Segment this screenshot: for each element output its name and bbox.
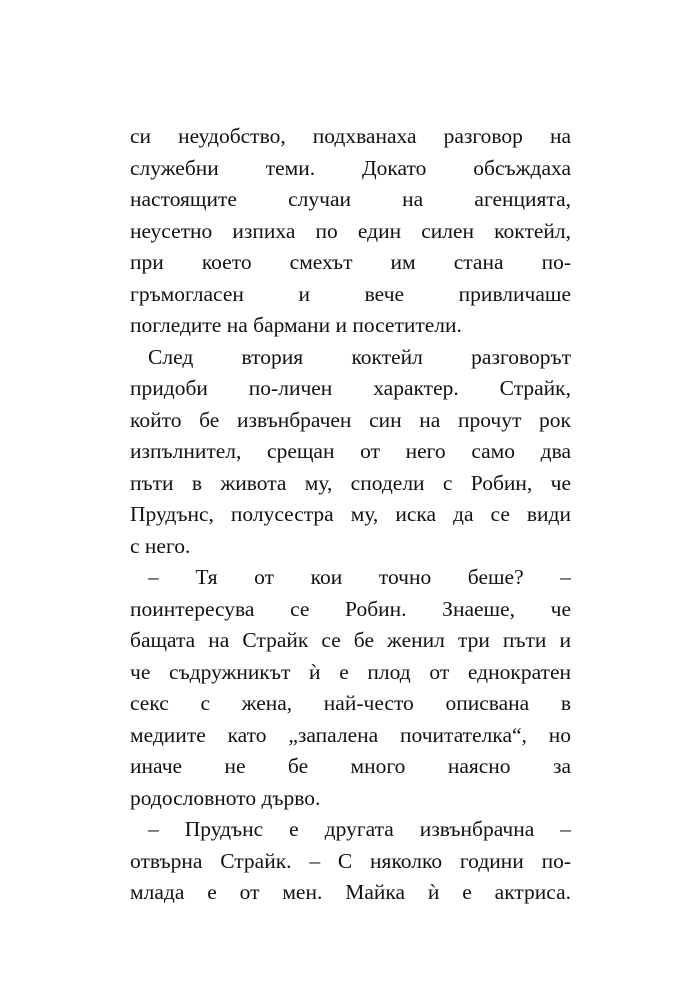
text-line: придоби по-личен характер. Страйк,	[130, 376, 571, 400]
text-line: настоящите случаи на агенцията,	[130, 187, 571, 211]
text-line: който бе извънбрачен син на прочут рок	[130, 407, 571, 432]
text-line: при което смехът им стана по-	[130, 250, 571, 274]
paragraph-2	[130, 342, 571, 563]
text-line: че съдружникът ѝ е плод от еднократен	[130, 659, 571, 684]
text-line: отвърна Страйк. – С няколко години по-	[130, 848, 571, 873]
text-line: гръмогласен и вече привличаше	[130, 281, 571, 306]
text-line: секс с жена, най-често описвана в	[130, 691, 571, 715]
text-line: – Тя от кои точно беше? –	[148, 565, 571, 589]
text-line: бащата на Страйк се бе женил три пъти и	[130, 628, 571, 652]
text-line: поинтересува се Робин. Знаеше, че	[130, 596, 571, 621]
paragraph-4	[130, 814, 571, 909]
paragraph-3	[130, 562, 571, 814]
text-line: – Прудънс е другата извънбрачна –	[148, 817, 571, 841]
text-line: След втория коктейл разговорът	[148, 344, 571, 369]
text-line: с него.	[130, 533, 191, 558]
paragraph-1	[130, 121, 571, 342]
book-page	[130, 121, 571, 909]
text-line: погледите на бармани и посетители.	[130, 313, 462, 337]
text-line: изпълнител, срещан от него само два	[130, 439, 571, 463]
text-line: пъти в живота му, сподели с Робин, че	[130, 470, 571, 495]
text-line: иначе не бе много наясно за	[130, 754, 571, 778]
text-line: медиите като „запалена почитателка“, но	[130, 722, 571, 747]
text-line: служебни теми. Докато обсъждаха	[130, 155, 571, 180]
text-line: си неудобство, подхванаха разговор на	[130, 124, 571, 148]
text-line: неусетно изпиха по един силен коктейл,	[130, 218, 571, 243]
text-line: родословното дърво.	[130, 785, 321, 810]
text-line: Прудънс, полусестра му, иска да се види	[130, 502, 571, 526]
text-line: млада е от мен. Майка ѝ е актриса.	[130, 880, 571, 904]
